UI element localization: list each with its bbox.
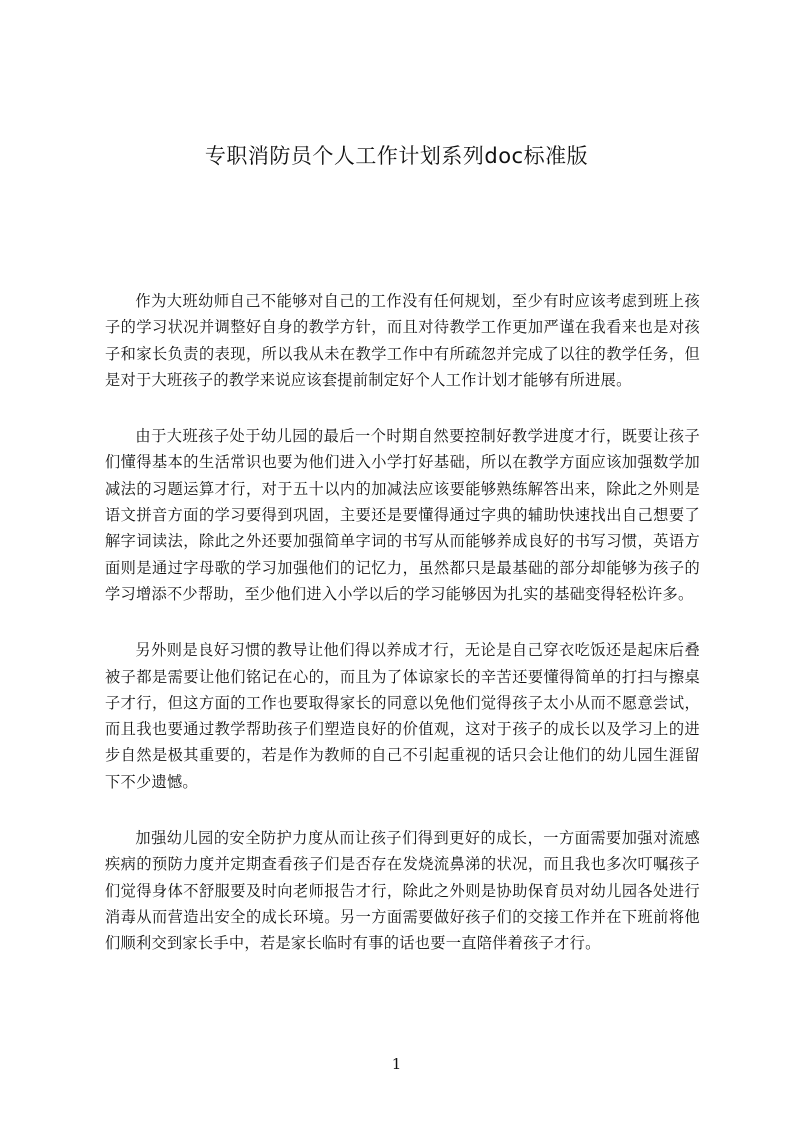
paragraph-4: 加强幼儿园的安全防护力度从而让孩子们得到更好的成长，一方面需要加强对流感疾病的预防力度并定期查看孩子们是否存在发烧流鼻涕的状况，而且我也多次叮嘱孩子们觉得身体不舒服要及时向老师报告才行，除此之外则是协助保育员对幼儿园各处进行消毒从而营造出安全的成长环境。另一方面需要做好孩子们的交接工作并在下班前将他们顺利交到家长手中，若是家长临时有事的话也要一直陪伴着孩子才行。 — [105, 829, 700, 953]
paragraph-3: 另外则是良好习惯的教导让他们得以养成才行，无论是自己穿衣吃饭还是起床后叠被子都是需要让他们铭记在心的，而且为了体谅家长的辛苦还要懂得简单的打扫与擦桌子才行，但这方面的工作也要取得家长的同意以免他们觉得孩子太小从而不愿意尝试，而且我也要通过教学帮助孩子们塑造良好的价值观，这对于孩子的成长以及学习上的进步自然是极其重要的，若是作为教师的自己不引起重视的话只会让他们的幼儿园生涯留下不少遗憾。 — [105, 641, 700, 791]
document-body — [105, 288, 700, 987]
paragraph-1: 作为大班幼师自己不能够对自己的工作没有任何规划，至少有时应该考虑到班上孩子的学习状况并调整好自身的教学方针，而且对待教学工作更加严谨在我看来也是对孩子和家长负责的表现，所以我从未在教学工作中有所疏忽并完成了以往的教学任务，但是对于大班孩子的教学来说应该套提前制定好个人工作计划才能够有所进展。 — [105, 292, 700, 389]
paragraph-2: 由于大班孩子处于幼儿园的最后一个时期自然要控制好教学进度才行，既要让孩子们懂得基本的生活常识也要为他们进入小学打好基础，所以在教学方面应该加强数学加减法的习题运算才行，对于五十以内的加减法应该要能够熟练解答出来，除此之外则是语文拼音方面的学习要得到巩固，主要还是要懂得通过字典的辅助快速找出自己想要了解字词读法，除此之外还要加强简单字词的书写从而能够养成良好的书写习惯，英语方面则是通过字母歌的学习加强他们的记忆力，虽然都只是最基础的部分却能够为孩子的学习增添不少帮助，至少他们进入小学以后的学习能够因为扎实的基础变得轻松许多。 — [105, 427, 700, 603]
page-number: 1 — [391, 1055, 402, 1073]
document-title: 专职消防员个人工作计划系列doc标准版 — [204, 144, 589, 168]
